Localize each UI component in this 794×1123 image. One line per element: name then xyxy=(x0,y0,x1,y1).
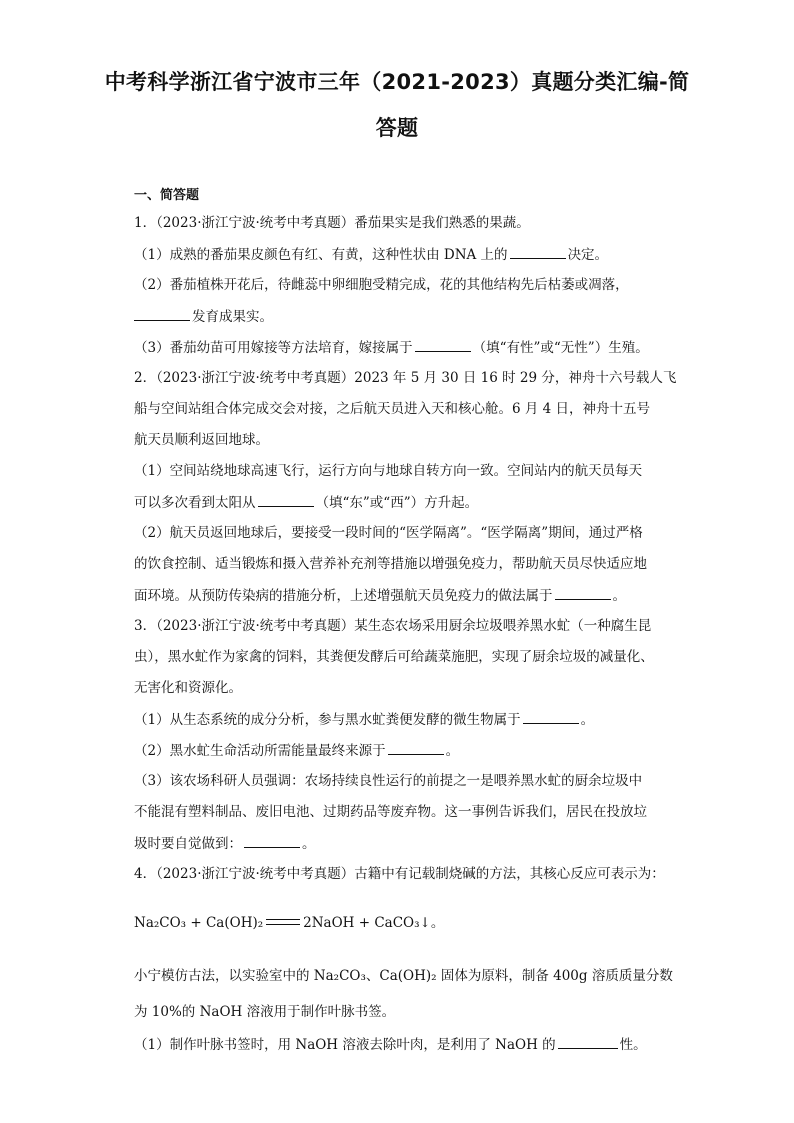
question-3-part-3: （3）该农场科研人员强调：农场持续良性运行的前提之一是喂养黑水虻的厨余垃圾中 xyxy=(134,773,643,789)
answer-blank[interactable] xyxy=(510,244,566,259)
question-2-part-2-cont-2: 面环境。从预防传染病的措施分析，上述增强航天员免疫力的做法属于 。 xyxy=(134,585,626,606)
question-3-part-3-cont-1: 不能混有塑料制品、废旧电池、过期药品等废弃物。这一事例告诉我们，居民在投放垃 xyxy=(134,804,647,820)
question-3-stem-cont-2: 无害化和资源化。 xyxy=(134,680,242,696)
question-3-stem: 3．（2023·浙江宁波·统考中考真题）某生态农场采用厨余垃圾喂养黑水虻（一种腐生昆 xyxy=(134,618,652,634)
question-2-stem: 2．（2023·浙江宁波·统考中考真题）2023 年 5 月 30 日 16 时 29 分，神舟十六号载人飞 xyxy=(134,370,677,386)
answer-blank[interactable] xyxy=(523,709,579,724)
document-title-line-1: 中考科学浙江省宁波市三年（2021-2023）真题分类汇编-简 xyxy=(104,70,690,94)
equation-products: 2NaOH + CaCO₃↓。 xyxy=(303,915,445,931)
answer-blank[interactable] xyxy=(258,492,314,507)
question-1-part-1: （1）成熟的番茄果皮颜色有红、有黄，这种性状由 DNA 上的 决定。 xyxy=(134,244,608,265)
question-2-part-1: （1）空间站绕地球高速飞行，运行方向与地球自转方向一致。空间站内的航天员每天 xyxy=(134,463,643,479)
question-3-stem-cont-1: 虫），黑水虻作为家禽的饲料，其粪便发酵后可给蔬菜施肥，实现了厨余垃圾的减量化、 xyxy=(134,649,654,665)
question-2-stem-cont-1: 船与空间站组合体完成交会对接，之后航天员进入天和核心舱。6 月 4 日，神舟十五号 xyxy=(134,401,651,417)
answer-blank[interactable] xyxy=(555,585,611,600)
document-title-line-2: 答题 xyxy=(375,116,419,140)
answer-blank[interactable] xyxy=(415,337,471,352)
question-2-part-1-cont: 可以多次看到太阳从 （填“东”或“西”）方升起。 xyxy=(134,492,478,513)
question-2-stem-cont-2: 航天员顺利返回地球。 xyxy=(134,432,269,448)
question-3-part-3-cont-2: 圾时要自觉做到： 。 xyxy=(134,833,316,854)
question-3-part-2: （2）黑水虻生命活动所需能量最终来源于 。 xyxy=(134,740,459,761)
question-1-part-3: （3）番茄幼苗可用嫁接等方法培育，嫁接属于 （填“有性”或“无性”）生殖。 xyxy=(134,337,649,358)
equation-equals-sign xyxy=(266,919,300,925)
question-4-stem: 4．（2023·浙江宁波·统考中考真题）古籍中有记载制烧碱的方法，其核心反应可表示为： xyxy=(134,866,665,882)
question-4-context-cont: 为 10%的 NaOH 溶液用于制作叶脉书签。 xyxy=(134,1004,396,1020)
answer-blank[interactable] xyxy=(244,833,300,848)
answer-blank[interactable] xyxy=(388,740,444,755)
question-4-context: 小宁模仿古法，以实验室中的 Na₂CO₃、Ca(OH)₂ 固体为原料，制备 400g 溶质质量分数 xyxy=(134,968,673,984)
question-1-stem: 1．（2023·浙江宁波·统考中考真题）番茄果实是我们熟悉的果蔬。 xyxy=(134,215,530,231)
question-2-part-2: （2）航天员返回地球后，要接受一段时间的“医学隔离”。“医学隔离”期间，通过严格 xyxy=(134,525,643,541)
question-3-part-1: （1）从生态系统的成分分析，参与黑水虻粪便发酵的微生物属于 。 xyxy=(134,709,594,730)
section-heading: 一、简答题 xyxy=(134,188,200,203)
question-4-part-1: （1）制作叶脉书签时，用 NaOH 溶液去除叶肉，是利用了 NaOH 的 性。 xyxy=(134,1034,647,1055)
chemical-equation xyxy=(134,911,444,931)
question-1-part-2: （2）番茄植株开花后，待雌蕊中卵细胞受精完成，花的其他结构先后枯萎或凋落， xyxy=(134,277,629,293)
equation-reactants: Na₂CO₃ + Ca(OH)₂ xyxy=(134,915,264,931)
answer-blank[interactable] xyxy=(558,1034,618,1049)
question-2-part-2-cont-1: 的饮食控制、适当锻炼和摄入营养补充剂等措施以增强免疫力，帮助航天员尽快适应地 xyxy=(134,556,647,572)
question-1-part-2-cont: 发育成果实。 xyxy=(134,306,273,327)
answer-blank[interactable] xyxy=(134,306,190,321)
